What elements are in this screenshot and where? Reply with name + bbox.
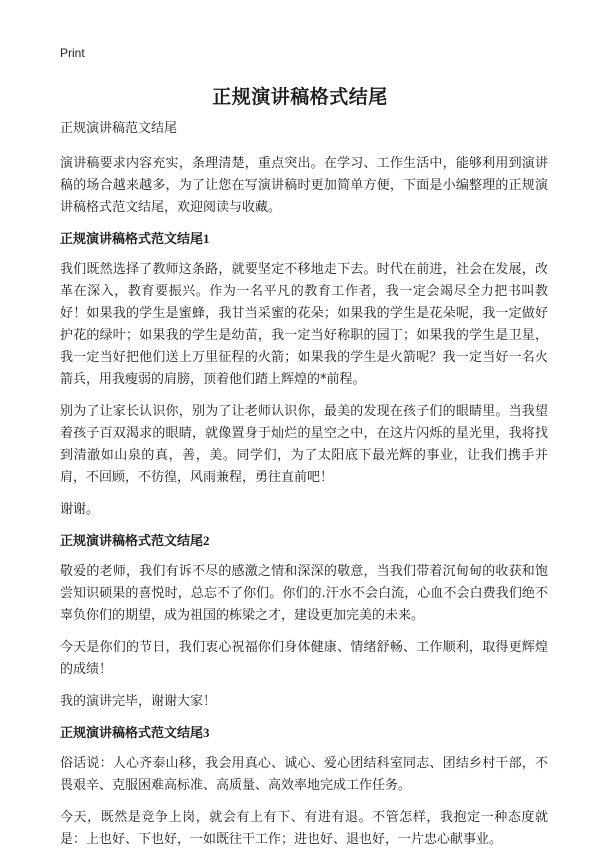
section-3-paragraph-1: 俗话说：人心齐泰山移，我会用真心、诚心、爱心团结科室同志、团结乡村干部，不畏艰辛、克服困难高标准、高质量、高效率地完成工作任务。 (60, 756, 548, 793)
section-1-paragraph-2: 别为了让家长认识你，别为了让老师认识你，最美的发现在孩子们的眼睛里。当我望着孩子百双渴求的眼睛，就像置身于灿烂的星空之中，在这片闪烁的星光里，我将找到清澈如山泉的真，善，美。同学们，为了太阳底下最光辉的事业，让我们携手并肩，不回顾，不彷徨，风雨兼程，勇往直前吧！ (60, 404, 548, 485)
section-3-paragraph-2: 今天，既然是竞争上岗，就会有上有下、有进有退。不管怎样，我抱定一种态度就是：上也好、下也好，一如既往干工作；进也好、退也好，一片忠心献事业。 (60, 810, 548, 847)
section-1-paragraph-3: 谢谢。 (60, 502, 100, 517)
subtitle: 正规演讲稿范文结尾 (60, 121, 178, 136)
section-heading-1: 正规演讲稿格式范文结尾1 (60, 231, 210, 246)
intro-paragraph: 演讲稿要求内容充实，条理清楚，重点突出。在学习、工作生活中，能够利用到演讲稿的场合越来越多，为了让您在写演讲稿时更加简单方便，下面是小编整理的正规演讲稿格式范文结尾，欢迎阅读与收藏。 (60, 156, 548, 215)
section-2-paragraph-3: 我的演讲完毕，谢谢大家！ (60, 694, 217, 709)
document-body (60, 118, 548, 861)
print-link[interactable]: Print (60, 46, 85, 60)
page-title: 正规演讲稿格式结尾 (212, 86, 388, 108)
section-1-paragraph-1: 我们既然选择了教师这条路，就要坚定不移地走下去。时代在前进，社会在发展，改革在深入，教育要振兴。作为一名平凡的教育工作者，我一定会竭尽全力把书叫教好！如果我的学生是蜜蜂，我甘当采蜜的花朵；如果我的学生是花朵呢，我一定做好护花的绿叶；如果我的学生是幼苗，我一定当好称职的园丁；如果我的学生是卫星，我一定当好把他们送上万里征程的火箭；如果我的学生是火箭呢？我一定当好一名火箭兵，用我瘦弱的肩膀，顶着他们踏上辉煌的*前程。 (60, 262, 548, 387)
section-2-paragraph-2: 今天是你们的节日，我们衷心祝福你们身体健康、情绪舒畅、工作顺利，取得更辉煌的成绩！ (60, 640, 548, 677)
section-heading-3: 正规演讲稿格式范文结尾3 (60, 725, 210, 740)
section-heading-2: 正规演讲稿格式范文结尾2 (60, 533, 210, 548)
section-2-paragraph-1: 敬爱的老师，我们有诉不尽的感激之情和深深的敬意，当我们带着沉甸甸的收获和饱尝知识硕果的喜悦时，总忘不了你们。你们的.汗水不会白流，心血不会白费我们绝不辜负你们的期望，成为祖国的栋梁之才，建设更加完美的未来。 (60, 564, 548, 623)
